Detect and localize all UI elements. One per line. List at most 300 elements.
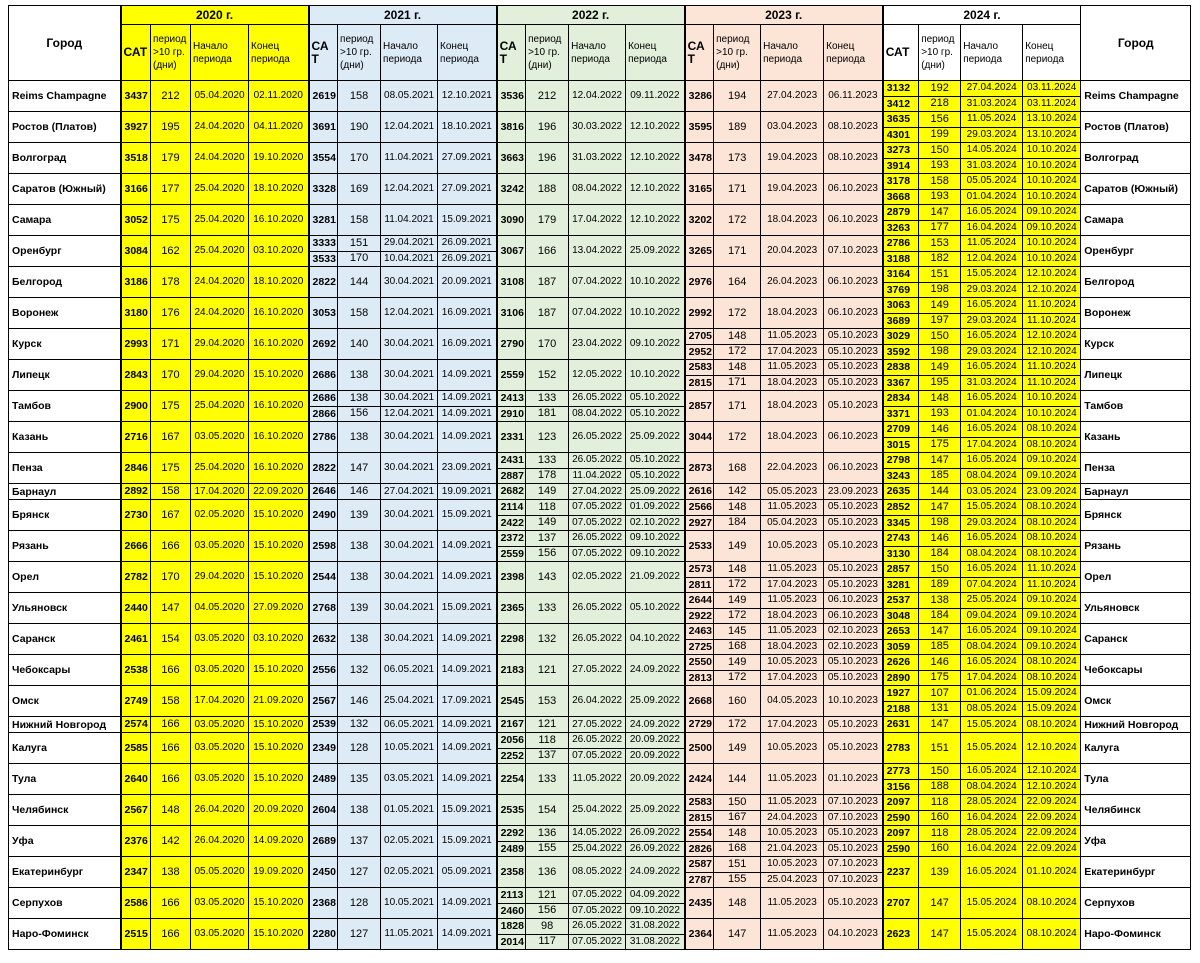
cell-stack (824, 795, 882, 825)
table-row (9, 422, 1191, 453)
cell-stack (249, 391, 308, 421)
cell-stack (961, 717, 1022, 732)
cell-stack (526, 919, 568, 949)
cell-start (569, 298, 626, 329)
cell-start (569, 484, 626, 500)
cell-stack (626, 624, 684, 654)
cell-sat (883, 298, 919, 329)
period-days-value: 121 (537, 663, 557, 676)
sat-value: 2716 (124, 430, 148, 443)
cell-stack (381, 686, 437, 716)
cell-stack (919, 686, 960, 716)
start-date-value: 18.04.2023 (767, 307, 818, 318)
cell-stack (569, 531, 625, 561)
period-days-value: 158 (161, 485, 180, 497)
period-days-value: 189 (919, 577, 960, 593)
cell-stack (884, 298, 919, 328)
cell-stack (569, 205, 625, 235)
cell-stack (824, 391, 882, 421)
start-date-value: 11.05.2024 (967, 113, 1017, 125)
cell-period (151, 143, 191, 174)
sat-value: 2413 (500, 392, 524, 404)
cell-start (569, 717, 626, 733)
cell-start (381, 329, 438, 360)
cell-stack (338, 857, 380, 887)
cell-stack (151, 267, 190, 297)
cell-stack (824, 143, 882, 173)
cell-stack (761, 733, 823, 763)
cell-period (714, 174, 761, 205)
end-date-value: 19.10.2020 (253, 152, 304, 163)
period-days-value: 156 (526, 903, 568, 919)
cell-sat (883, 484, 919, 500)
cell-period (526, 360, 569, 391)
cell-stack (714, 360, 760, 390)
cell-sat (309, 717, 338, 733)
cell-stack (310, 329, 338, 359)
city-name-right: Уфа (1081, 826, 1191, 857)
cell-start (381, 112, 438, 143)
cell-stack (191, 453, 248, 483)
cell-sat (883, 267, 919, 298)
cell-stack (824, 329, 882, 359)
sat-value: 2298 (500, 632, 524, 645)
end-date-value: 06.10.2023 (827, 183, 878, 194)
cell-end (249, 764, 309, 795)
end-date-value: 19.09.2021 (441, 485, 492, 497)
start-date-value: 30.04.2021 (384, 431, 435, 442)
cell-start (961, 81, 1023, 112)
period-days-value: 170 (161, 368, 180, 381)
cell-sat (121, 500, 151, 531)
cell-stack (1023, 112, 1080, 142)
end-date-value: 15.09.2024 (1026, 687, 1077, 699)
end-date-value: 15.10.2020 (253, 718, 304, 730)
start-date-value: 31.03.2024 (961, 158, 1022, 174)
cell-end (626, 733, 685, 764)
end-date-value: 25.09.2022 (629, 695, 680, 706)
cell-stack (714, 764, 760, 794)
sat-value: 3689 (884, 313, 919, 329)
cell-end (249, 593, 309, 624)
cell-end (1023, 360, 1081, 391)
period-days-value: 150 (930, 764, 949, 777)
cell-period (338, 143, 381, 174)
cell-start (381, 360, 438, 391)
sat-value: 2743 (886, 532, 911, 544)
end-date-value: 05.10.2023 (827, 827, 878, 839)
period-days-value: 184 (919, 546, 960, 562)
cell-sat (883, 112, 919, 143)
cell-stack (151, 81, 190, 111)
cell-end (438, 764, 497, 795)
year-header-3: 2023 г. (685, 6, 883, 25)
start-date-value: 25.04.2023 (761, 872, 823, 888)
end-date-value: 02.10.2022 (626, 515, 684, 531)
period-days-value: 179 (161, 151, 180, 164)
cell-sat (685, 81, 714, 112)
cell-sat (685, 624, 714, 655)
cell-stack (824, 484, 882, 499)
period-days-value: 184 (714, 515, 760, 531)
cell-stack (961, 593, 1022, 623)
cell-stack (569, 453, 625, 483)
cell-start (191, 562, 249, 593)
cell-sat (497, 329, 526, 360)
end-date-value: 05.10.2023 (824, 375, 882, 391)
cell-stack (1023, 484, 1080, 499)
cell-end (824, 112, 883, 143)
cell-end (438, 919, 497, 950)
cell-end (1023, 888, 1081, 919)
sat-value: 2554 (688, 827, 712, 839)
cell-stack (249, 593, 308, 623)
cell-stack (884, 919, 919, 949)
cell-start (961, 453, 1023, 484)
cell-stack (338, 764, 380, 794)
start-date-value: 08.04.2022 (572, 183, 623, 194)
table-row (9, 329, 1191, 360)
cell-period (714, 531, 761, 562)
cell-stack (310, 484, 338, 499)
end-date-value: 17.09.2021 (441, 695, 492, 706)
cell-stack (438, 795, 496, 825)
cell-sat (883, 360, 919, 391)
start-date-value: 10.05.2021 (384, 897, 435, 908)
city-name: Калуга (9, 733, 121, 764)
cell-start (191, 143, 249, 174)
cell-stack (151, 857, 190, 887)
cell-period (526, 826, 569, 857)
cell-end (824, 484, 883, 500)
cell-period (338, 329, 381, 360)
cell-start (381, 81, 438, 112)
cell-period (151, 174, 191, 205)
cell-stack (122, 453, 151, 483)
start-date-value: 26.04.2022 (572, 695, 623, 706)
cell-stack (714, 562, 760, 592)
sat-value: 2598 (312, 539, 336, 552)
sat-value: 3333 (312, 237, 336, 249)
cell-period (338, 174, 381, 205)
cell-stack (526, 562, 568, 592)
cell-stack (191, 624, 248, 654)
cell-end (626, 205, 685, 236)
sat-value: 3635 (886, 113, 911, 125)
cell-stack (884, 624, 919, 654)
city-name-right: Воронеж (1081, 298, 1191, 329)
city-name: Нижний Новгород (9, 717, 121, 733)
cell-start (191, 422, 249, 453)
cell-sat (883, 453, 919, 484)
cell-end (824, 826, 883, 857)
end-date-value: 14.09.2021 (441, 540, 492, 551)
end-date-value: 08.10.2024 (1026, 423, 1077, 435)
cell-stack (151, 826, 190, 856)
cell-stack (714, 795, 760, 825)
cell-stack (761, 562, 823, 592)
cell-start (761, 733, 824, 764)
cell-period (919, 500, 961, 531)
cell-stack (438, 717, 496, 732)
cell-sat (497, 686, 526, 717)
cell-sat (309, 329, 338, 360)
end-date-value: 08.10.2024 (1026, 928, 1077, 939)
cell-stack (1023, 143, 1080, 173)
cell-stack (526, 143, 568, 173)
cell-sat (309, 360, 338, 391)
end-date-value: 12.10.2022 (629, 121, 680, 132)
cell-stack (884, 686, 919, 716)
cell-start (569, 624, 626, 655)
cell-stack (122, 795, 151, 825)
city-name: Казань (9, 422, 121, 453)
cell-sat (309, 919, 338, 950)
cell-start (961, 857, 1023, 888)
cell-period (714, 717, 761, 733)
cell-stack (626, 733, 684, 763)
cell-period (526, 267, 569, 298)
start-date-value: 29.03.2024 (961, 313, 1022, 329)
cell-stack (249, 624, 308, 654)
end-date-value: 05.10.2023 (824, 515, 882, 531)
cell-start (569, 500, 626, 531)
start-date-value: 16.04.2024 (961, 810, 1022, 826)
end-date-value: 15.09.2021 (441, 214, 492, 225)
cell-stack (919, 81, 960, 111)
cell-end (626, 764, 685, 795)
cell-stack (686, 112, 714, 142)
sat-value: 2689 (312, 834, 336, 847)
city-name: Наро-Фоминск (9, 919, 121, 950)
cell-end (626, 826, 685, 857)
period-days-value: 138 (930, 593, 949, 606)
end-date-value: 26.09.2021 (438, 251, 496, 267)
sat-value: 2846 (124, 461, 148, 474)
end-date-value: 06.10.2023 (827, 276, 878, 287)
cell-start (381, 826, 438, 857)
cell-period (151, 531, 191, 562)
sat-value: 2590 (884, 841, 919, 857)
start-date-value: 31.03.2024 (961, 96, 1022, 112)
sat-value: 2787 (686, 872, 714, 888)
period-days-value: 148 (161, 803, 180, 816)
sat-value: 2692 (312, 337, 336, 350)
cell-period (919, 422, 961, 453)
table-row (9, 733, 1191, 764)
city-name-right: Саратов (Южный) (1081, 174, 1191, 205)
cell-sat (883, 857, 919, 888)
cell-stack (714, 593, 760, 623)
cell-stack (714, 453, 760, 483)
cell-stack (151, 624, 190, 654)
city-name-right: Пенза (1081, 453, 1191, 484)
end-date-value: 04.10.2023 (827, 928, 878, 939)
cell-stack (961, 236, 1022, 266)
sat-value: 2822 (312, 275, 336, 288)
sat-value: 2782 (124, 570, 148, 583)
start-date-value: 25.04.2022 (569, 841, 625, 857)
cell-stack (1023, 686, 1080, 716)
cell-stack (714, 205, 760, 235)
cell-stack (824, 717, 882, 732)
climate-data-table (8, 5, 1191, 950)
sat-value: 2632 (312, 632, 336, 645)
end-date-value: 16.10.2020 (253, 338, 304, 349)
cell-start (569, 531, 626, 562)
sat-value: 2365 (500, 601, 524, 614)
end-date-value: 10.10.2024 (1026, 237, 1077, 249)
cell-stack (191, 562, 248, 592)
end-date-value: 06.10.2023 (827, 462, 878, 473)
end-date-value: 10.10.2024 (1023, 158, 1080, 174)
cell-end (626, 795, 685, 826)
cell-end (824, 593, 883, 624)
cell-sat (685, 717, 714, 733)
cell-stack (191, 81, 248, 111)
sat-value: 3478 (688, 151, 712, 164)
cell-end (438, 453, 497, 484)
cell-stack (761, 267, 823, 297)
cell-end (626, 857, 685, 888)
cell-start (381, 593, 438, 624)
cell-stack (919, 593, 960, 623)
cell-stack (191, 329, 248, 359)
period-days-value: 151 (930, 267, 949, 280)
city-name-right: Ростов (Платов) (1081, 112, 1191, 143)
end-date-value: 10.10.2023 (827, 695, 878, 706)
cell-stack (761, 391, 823, 421)
cell-end (438, 531, 497, 562)
cell-stack (438, 531, 496, 561)
period-days-value: 170 (161, 570, 180, 583)
cell-stack (824, 531, 882, 561)
cell-stack (191, 484, 248, 499)
cell-period (919, 888, 961, 919)
cell-stack (338, 826, 380, 856)
year-header-2: 2022 г. (497, 6, 685, 25)
sat-value: 2790 (500, 337, 524, 350)
cell-end (824, 205, 883, 236)
cell-stack (310, 686, 338, 716)
cell-stack (919, 795, 960, 825)
cell-sat (309, 686, 338, 717)
cell-stack (824, 733, 882, 763)
sat-value: 2707 (886, 896, 911, 909)
cell-start (191, 391, 249, 422)
period-days-value: 154 (161, 632, 180, 645)
column-header-start: Начало периода (961, 25, 1023, 81)
cell-stack (961, 919, 1022, 949)
period-days-value: 178 (526, 468, 568, 484)
cell-stack (1023, 453, 1080, 483)
cell-sat (497, 593, 526, 624)
cell-start (569, 686, 626, 717)
cell-period (526, 593, 569, 624)
cell-stack (884, 143, 919, 173)
cell-stack (1023, 329, 1080, 359)
cell-stack (151, 360, 190, 390)
end-date-value: 12.10.2022 (629, 152, 680, 163)
cell-stack (151, 686, 190, 716)
cell-period (919, 205, 961, 236)
cell-stack (249, 453, 308, 483)
sat-value: 3106 (500, 306, 524, 319)
cell-stack (961, 81, 1022, 111)
cell-stack (1023, 764, 1080, 794)
city-name-right: Нижний Новгород (1081, 717, 1191, 733)
cell-start (961, 888, 1023, 919)
cell-end (249, 857, 309, 888)
cell-stack (498, 81, 526, 111)
period-days-value: 170 (338, 251, 380, 267)
cell-start (381, 857, 438, 888)
cell-stack (626, 143, 684, 173)
start-date-value: 27.04.2021 (384, 485, 435, 497)
cell-period (526, 795, 569, 826)
cell-start (761, 81, 824, 112)
cell-end (1023, 717, 1081, 733)
period-days-value: 158 (349, 306, 369, 319)
end-date-value: 05.10.2022 (629, 392, 680, 404)
column-header-start: Начало периода (761, 25, 824, 81)
cell-sat (309, 500, 338, 531)
cell-stack (569, 484, 625, 499)
cell-end (626, 593, 685, 624)
end-date-value: 09.10.2024 (1023, 468, 1080, 484)
cell-end (824, 143, 883, 174)
cell-stack (961, 655, 1022, 685)
period-days-value: 147 (930, 205, 949, 218)
sat-value: 2623 (886, 927, 911, 940)
sat-value: 2604 (312, 803, 336, 816)
cell-start (961, 205, 1023, 236)
period-days-value: 162 (161, 244, 180, 257)
cell-start (381, 267, 438, 298)
end-date-value: 02.10.2023 (827, 625, 878, 637)
cell-start (569, 655, 626, 686)
cell-sat (883, 593, 919, 624)
cell-stack (961, 826, 1022, 856)
cell-period (714, 236, 761, 267)
cell-end (1023, 733, 1081, 764)
cell-start (191, 360, 249, 391)
start-date-value: 14.05.2024 (966, 144, 1017, 156)
cell-period (526, 205, 569, 236)
period-days-value: 177 (919, 220, 960, 236)
start-date-value: 11.05.2022 (572, 773, 622, 784)
cell-start (761, 500, 824, 531)
cell-stack (310, 236, 338, 266)
cell-stack (249, 826, 308, 856)
sat-value: 3015 (884, 437, 919, 453)
start-date-value: 02.05.2022 (572, 571, 623, 582)
cell-end (824, 686, 883, 717)
cell-stack (761, 112, 823, 142)
end-date-value: 08.10.2024 (1026, 656, 1077, 668)
start-date-value: 19.04.2023 (767, 183, 818, 194)
cell-stack (569, 391, 625, 421)
sat-value: 2709 (886, 423, 911, 435)
cell-stack (569, 857, 625, 887)
cell-end (824, 888, 883, 919)
cell-stack (761, 531, 823, 561)
sat-value: 3595 (688, 120, 712, 133)
cell-stack (626, 500, 684, 530)
start-date-value: 17.04.2024 (961, 670, 1022, 686)
cell-sat (121, 795, 151, 826)
cell-sat (883, 81, 919, 112)
